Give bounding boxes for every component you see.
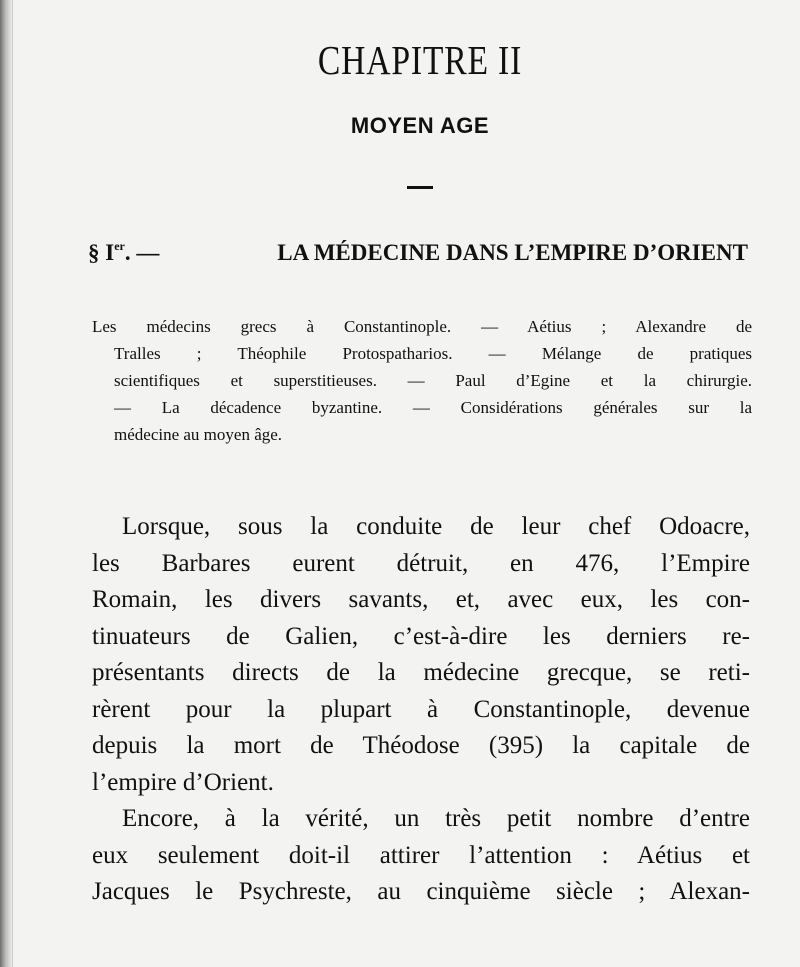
section-suffix: . — bbox=[124, 240, 160, 265]
section-mark: § I bbox=[88, 240, 115, 265]
chapter-summary bbox=[92, 313, 752, 448]
body-line: rèrent pour la plupart à Constantinople, devenue bbox=[92, 695, 750, 723]
subsection-title: LA MÉDECINE DANS L’EMPIRE D’ORIENT bbox=[277, 240, 748, 265]
body-line: Lorsque, sous la conduite de leur chef Odoacre, bbox=[122, 513, 750, 540]
summary-line: — La décadence byzantine. — Considérations générales sur la bbox=[114, 398, 752, 417]
chapter-subtitle: MOYEN AGE bbox=[350, 113, 490, 138]
separator-rule bbox=[407, 186, 433, 189]
body-line: tinuateurs de Galien, c’est-à-dire les derniers re- bbox=[92, 622, 750, 650]
body-line: l’empire d’Orient. bbox=[92, 768, 274, 796]
subsection-number bbox=[88, 239, 159, 266]
body-line: Romain, les divers savants, et, avec eux, les con- bbox=[92, 586, 750, 613]
summary-line: médecine au moyen âge. bbox=[114, 425, 283, 444]
body-line: eux seulement doit-il attirer l’attention : Aétius et bbox=[92, 841, 750, 869]
body-line: Encore, à la vérité, un très petit nombre d’entre bbox=[122, 805, 750, 832]
subsection-heading bbox=[88, 239, 748, 266]
summary-line: scientifiques et superstitieuses. — Paul d’Egine et la chirurgie. bbox=[114, 371, 752, 390]
body-line: depuis la mort de Théodose (395) la capitale de bbox=[92, 732, 750, 759]
body-line: présentants directs de la médecine grecque, se reti- bbox=[92, 659, 750, 686]
body-line: les Barbares eurent détruit, en 476, l’Empire bbox=[92, 549, 750, 577]
summary-line: Les médecins grecs à Constantinople. — Aétius ; Alexandre de bbox=[92, 317, 752, 336]
chapter-title: CHAPITRE II bbox=[317, 37, 523, 83]
body-line: Jacques le Psychreste, au cinquième siècle ; Alexan- bbox=[92, 878, 750, 905]
section-superscript: er bbox=[114, 239, 125, 253]
summary-line: Tralles ; Théophile Protospatharios. — Mélange de pratiques bbox=[114, 344, 752, 363]
body-paragraphs bbox=[92, 509, 750, 911]
